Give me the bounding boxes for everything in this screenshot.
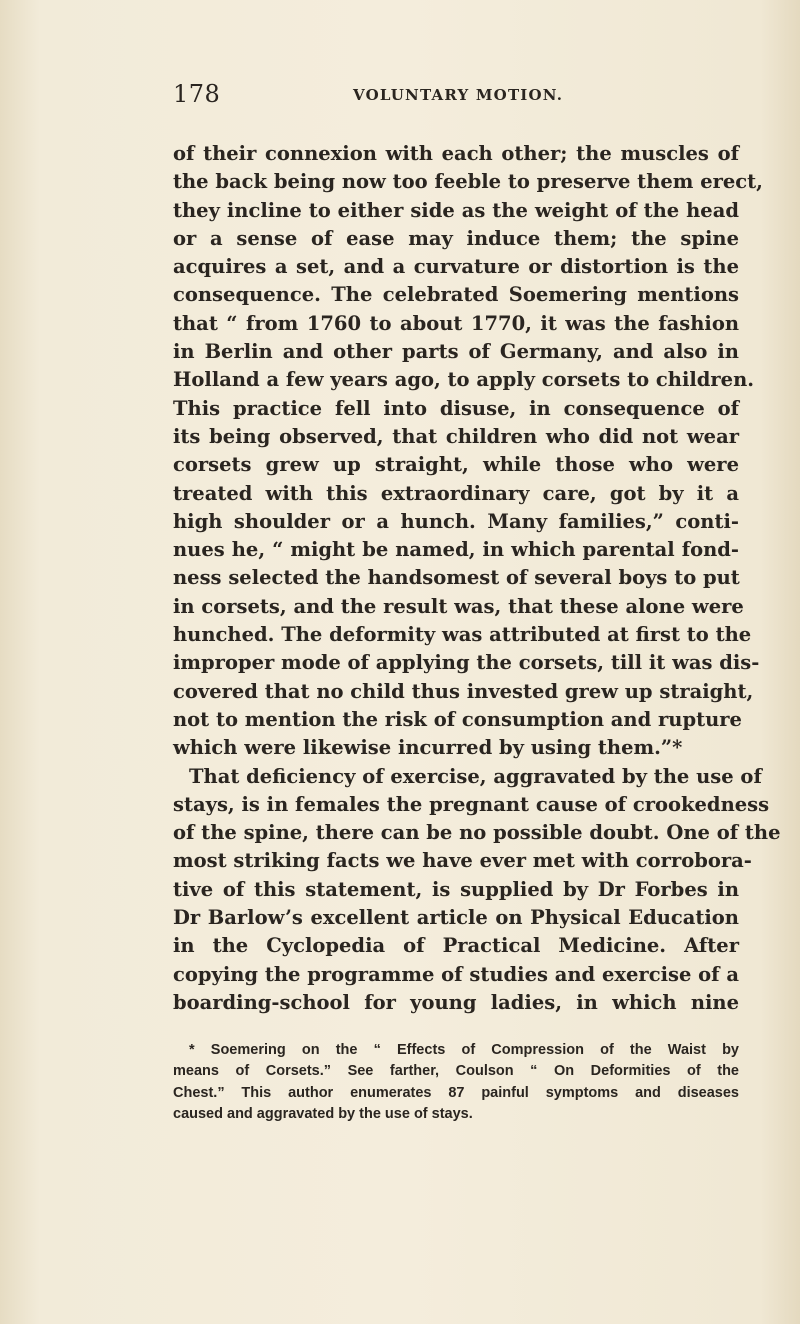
text-line: not to mention the risk of consumption and rupture — [173, 707, 742, 731]
text-line: that “ from 1760 to about 1770, it was the fashion — [173, 311, 739, 335]
text-line: boarding-school for young ladies, in which nine — [173, 990, 739, 1014]
footnote-line: caused and aggravated by the use of stays. — [173, 1105, 473, 1122]
text-line: its being observed, that children who did not wear — [173, 424, 739, 448]
text-line: acquires a set, and a curvature or distortion is the — [173, 255, 739, 279]
footnote-line: Chest.” This author enumerates 87 painful symptoms and diseases — [173, 1084, 739, 1101]
text-line: This practice fell into disuse, in consequence of — [173, 396, 739, 420]
text-line: That deficiency of exercise, aggravated by the use of — [189, 764, 762, 788]
text-line: consequence. The celebrated Soemering mentions — [173, 283, 739, 307]
text-line: Holland a few years ago, to apply corsets to children. — [173, 368, 755, 392]
text-line: which were likewise incurred by using them.”* — [173, 736, 683, 760]
text-line: copying the programme of studies and exercise of a — [173, 962, 739, 986]
text-line: or a sense of ease may induce them; the spine — [173, 226, 739, 250]
text-line: of their connexion with each other; the muscles of — [173, 142, 739, 165]
page-number: 178 — [173, 80, 221, 108]
text-line: the back being now too feeble to preserve them erect, — [173, 170, 763, 194]
text-line: most striking facts we have ever met with corrobora- — [173, 849, 752, 873]
footnote — [173, 1040, 739, 1125]
running-head: VOLUNTARY MOTION. — [353, 86, 564, 104]
text-line: in Berlin and other parts of Germany, and also in — [173, 340, 739, 364]
text-line: ness selected the handsomest of several boys to put — [173, 566, 740, 590]
text-line: tive of this statement, is supplied by Dr Forbes in — [173, 877, 739, 901]
text-line: in corsets, and the result was, that these alone were — [173, 594, 744, 618]
footnote-line: means of Corsets.” See farther, Coulson “ On Deformities of the — [173, 1063, 739, 1080]
text-line: improper mode of applying the corsets, till it was dis- — [173, 651, 760, 675]
body-text — [173, 140, 781, 1017]
text-line: of the spine, there can be no possible doubt. One of the — [173, 821, 781, 845]
text-line: Dr Barlow’s excellent article on Physical Education — [173, 906, 739, 930]
text-line: stays, is in females the pregnant cause of crookedness — [173, 792, 770, 816]
text-line: covered that no child thus invested grew up straight, — [173, 679, 754, 703]
footnote-line: * Soemering on the “ Effects of Compression of the Waist by — [189, 1042, 739, 1058]
text-line: in the Cyclopedia of Practical Medicine. After — [173, 934, 739, 958]
text-line: nues he, “ might be named, in which parental fond- — [173, 538, 739, 562]
page-header — [173, 80, 763, 116]
text-line: high shoulder or a hunch. Many families,” conti- — [173, 509, 739, 533]
text-line: hunched. The deformity was attributed at first to the — [173, 623, 752, 647]
text-line: they incline to either side as the weight of the head — [173, 198, 739, 222]
text-line: corsets grew up straight, while those who were — [173, 453, 739, 477]
text-line: treated with this extraordinary care, got by it a — [173, 481, 739, 505]
